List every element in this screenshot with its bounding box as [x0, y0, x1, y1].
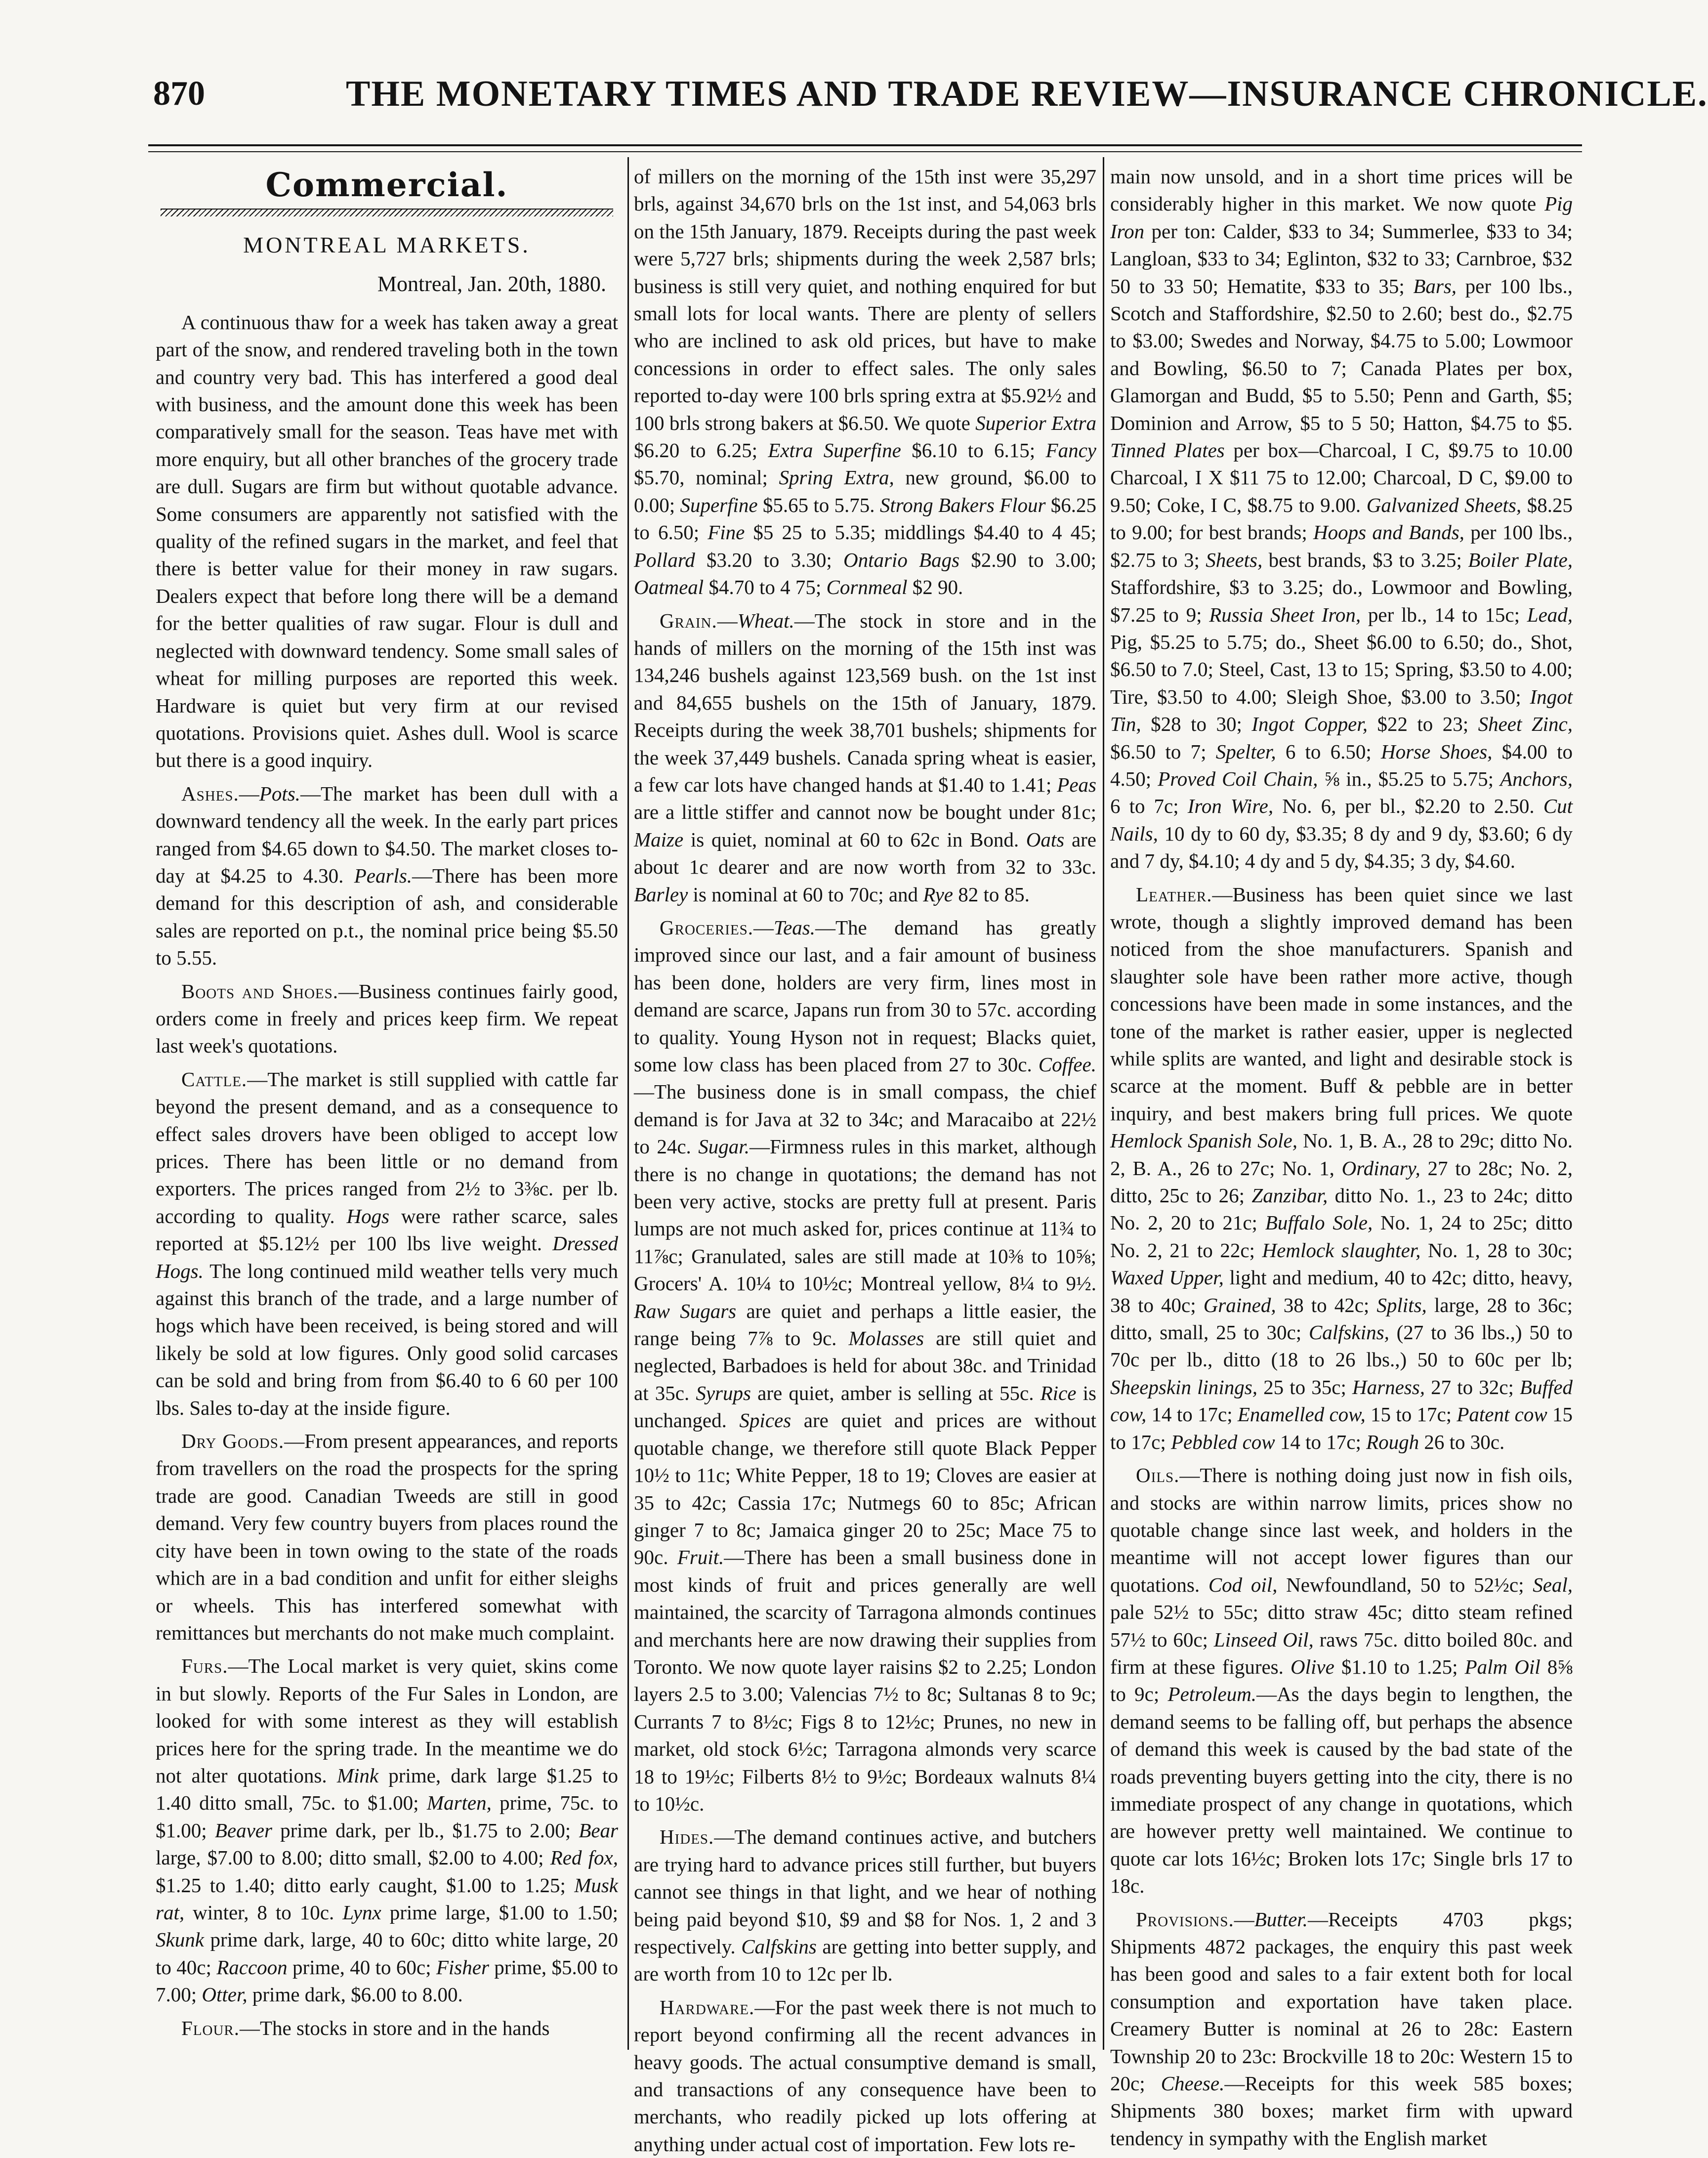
oils-paragraph: Oils.—There is nothing doing just now in fish oils, and stocks are within narrow limits, prices show no quotable change since last week, and holders in the meantime will not accept lower figures than our quotations. Cod oil, Newfoundland, 50 to 52½c; Seal, pale 52½ to 55c; ditto straw 45c; ditto steam refined 57½ to 60c; Linseed Oil, raws 75c. ditto boiled 80c. and firm at these figures. Olive $1.10 to 1.25; Palm Oil 8⅝ to 9c; Petroleum.—As the days begin to lengthen, the demand seems to be falling off, but perhaps the absence of demand this week is caused by the bad state of the roads preventing buyers getting into the city, there is no immediate prospect of any change in quotations, which are however pretty well maintained. We continue to quote car lots 16½c; Broken lots 17c; Single brls 17 to 18c. — [1110, 1464, 1573, 1898]
header-rule-thin — [148, 151, 1582, 152]
header-rule — [148, 144, 1582, 146]
boots-paragraph: Boots and Shoes.—Business continues fairly good, orders come in freely and prices keep firm. We repeat last week's quotations. — [156, 979, 619, 1058]
intro-paragraph: A continuous thaw for a week has taken away a great part of the snow, and rendered traveling both in the town and country very bad. This has interfered a good deal with business, and the amount done this week has been comparatively small for the season. Teas have met with more enquiry, but all other branches of the grocery trade are dull. Sugars are firm but without quotable advance. Some consumers are apparently not satisfied with the quality of the refined sugars in the market, and feel that there is better value for their money in raw sugars. Dealers expect that before long there will be a demand for the better qualities of raw sugar. Flour is dull and neglected with downward tendency. Some small sales of wheat for milling purposes are reported this week. Hardware is quiet but very firm at our revised quotations. Provisions quiet. Ashes dull. Wool is scarce but there is a good inquiry. — [156, 310, 618, 772]
hardware-paragraph: Hardware.—For the past week there is not much to report beyond confirming all the recent advances in heavy goods. The actual consumptive demand is small, and transactions of any consequence have been to merchants, who readily picked up lots offering at anything under actual cost of importation. Few lots re- — [634, 1995, 1096, 2156]
hides-paragraph: Hides.—The demand continues active, and butchers are trying hard to advance prices still further, but buyers cannot see things in that light, and we hear of nothing being paid beyond $10, $9 and $8 for Nos. 1, 2 and 3 respectively. Calfskins are getting into better supply, and are worth from 10 to 12c per lb. — [634, 1825, 1097, 1986]
groceries-paragraph: Groceries.—Teas.—The demand has greatly improved since our last, and a fair amount of business has been done, holders are very firm, lines most in demand are scarce, Japans run from 30 to 57c. according to quality. Young Hyson not in request; Blacks quiet, some low class has been placed from 27 to 30c. Coffee.—The business done is in small compass, the chief demand is for Java at 32 to 34c; and Maracaibo at 22½ to 24c. Sugar.—Firmness rules in this market, although there is no change in quotations; the demand has not been very active, stocks are pretty full at present. Paris lumps are not much asked for, prices continue at 11¾ to 11⅞c; Granulated, sales are still made at 10⅜ to 10⅝; Grocers' A. 10¼ to 10½c; Montreal yellow, 8¼ to 9½. Raw Sugars are quiet and perhaps a little easier, the range being 7⅞ to 9c. Molasses are still quiet and neglected, Barbadoes is held for about 38c. and Trinidad at 35c. Syrups are quiet, amber is selling at 55c. Rice is unchanged. Spices are quiet and prices are without quotable change, we therefore still quote Black Pepper 10½ to 11c; White Pepper, 18 to 19; Cloves are easier at 35 to 42c; Cassia 17c; Nutmegs 60 to 85c; African ginger 7 to 8c; Jamaica ginger 20 to 25c; Mace 75 to 90c. Fruit.—There has been a small business done in most kinds of fruit and prices generally are well maintained, the scarcity of Tarragona almonds continues and merchants here are now drawing their supplies from Toronto. We now quote layer raisins $2 to 2.25; London layers 2.5 to 3.00; Valencias 7½ to 8c; Sultanas 8 to 9c; Currants 7 to 8½c; Figs 8 to 12½c; Prunes, no new in market, old stock 6½c; Tarragona almonds very scarce 18 to 19½c; Filberts 8½ to 9½c; Bordeaux walnuts 8¼ to 10½c. — [634, 916, 1097, 1815]
ashes-paragraph: Ashes.—Pots.—The market has been dull with a downward tendency all the week. In the early part prices ranged from $4.65 down to $4.50. The market closes to-day at $4.25 to 4.30. Pearls.—There has been more demand for this description of ash, and considerable sales are reported on p.t., the nominal price being $5.50 to 5.55. — [156, 782, 618, 970]
furs-paragraph: Furs.—The Local market is very quiet, skins come in but slowly. Reports of the Fur Sales in London, are looked for with some interest as they will establish prices here for the spring trade. In the meantime we do not alter quotations. Mink prime, dark large $1.25 to 1.40 ditto small, 75c. to $1.00; Marten, prime, 75c. to $1.00; Beaver prime dark, per lb., $1.75 to 2.00; Bear large, $7.00 to 8.00; ditto small, $2.00 to 4.00; Red fox, $1.25 to 1.40; ditto early caught, $1.00 to 1.25; Musk rat, winter, 8 to 10c. Lynx prime large, $1.00 to 1.50; Skunk prime dark, large, 40 to 60c; ditto white large, 20 to 40c; Raccoon prime, 40 to 60c; Fisher prime, $5.00 to 7.00; Otter, prime dark, $6.00 to 8.00. — [156, 1654, 619, 2006]
article-title: MONTREAL MARKETS. — [243, 232, 531, 257]
column-3 — [1110, 163, 1573, 2150]
page-number: 870 — [153, 75, 205, 113]
grain-paragraph: Grain.—Wheat.—The stock in store and in the hands of millers on the morning of the 15th inst was 134,246 bushels against 123,569 bush. on the 1st inst and 84,655 bushels on the 15th of January, 1879. Receipts during the week 38,701 bushels; shipments for the week 37,449 bushels. Canada spring wheat is easier, a few car lots have changed hands at $1.40 to 1.41; Peas are a little stiffer and cannot now be bought under 81c; Maize is quiet, nominal at 60 to 62c in Bond. Oats are about 1c dearer and are now worth from 32 to 33c. Barley is nominal at 60 to 70c; and Rye 82 to 85. — [634, 609, 1097, 906]
ornamental-rule — [161, 209, 613, 216]
column-1 — [156, 163, 618, 2051]
flour-continued: of millers on the morning of the 15th inst were 35,297 brls, against 34,670 brls on the 1st inst, and 54,063 brls on the 15th January, 1879. Receipts during the past week were 5,727 brls; shipments during the week 2,587 brls; business is still very quiet, and nothing enquired for but small lots for local wants. There are plenty of sellers who are inclined to ask old prices, but have to make concessions in order to effect sales. The only sales reported to-day were 100 brls spring extra at $5.92½ and 100 brls strong bakers at $6.50. We quote Superior Extra $6.20 to 6.25; Extra Superfine $6.10 to 6.15; Fancy $5.70, nominal; Spring Extra, new ground, $6.00 to 0.00; Superfine $5.65 to 5.75. Strong Bakers Flour $6.25 to 6.50; Fine $5 25 to 5.35; middlings $4.40 to 4 45; Pollard $3.20 to 3.30; Ontario Bags $2.90 to 3.00; Oatmeal $4.70 to 4 75; Cornmeal $2 90. — [634, 165, 1097, 599]
cattle-paragraph: Cattle.—The market is still supplied with cattle far beyond the present demand, and as a consequence to effect sales drovers have been obliged to accept low prices. There has been little or no demand from exporters. The prices ranged from 2½ to 3⅜c. per lb. according to quality. Hogs were rather scarce, sales reported at $5.12½ per 100 lbs live weight. Dressed Hogs. The long continued mild weather tells very much against this branch of the trade, and a large number of hogs which have been received, is being stored and will likely be sold at low figures. Only good solid carcases can be sold and bring from from $6.40 to 6 60 per 100 lbs. Sales to-day at the inside figure. — [156, 1067, 619, 1419]
section-heading: Commercial. — [265, 166, 508, 204]
column-rule — [627, 157, 629, 2050]
provisions-paragraph: Provisions.—Butter.—Receipts 4703 pkgs; Shipments 4872 packages, the enquiry this past week has been good and sales to a fair extent both for local consumption and exportation have taken place. Creamery Butter is nominal at 26 to 28c: Eastern Township 20 to 23c: Brockville 18 to 20c: Western 15 to 20c; Cheese.—Receipts for this week 585 boxes; Shipments 380 boxes; market firm with upward tendency in sympathy with the English market — [1110, 1907, 1573, 2150]
flour-paragraph: Flour.—The stocks in store and in the hands — [181, 2016, 550, 2039]
running-title: THE MONETARY TIMES AND TRADE REVIEW—INSURANCE CHRONICLE. — [346, 74, 1708, 114]
dateline: Montreal, Jan. 20th, 1880. — [377, 272, 606, 296]
leather-paragraph: Leather.—Business has been quiet since we last wrote, though a slightly improved demand has been noticed from the shoe manufacturers. Spanish and slaughter sole have been rather more active, though concessions have been made in some instances, and the tone of the market is rather easier, upper is neglected while splits are wanted, and light and desirable stock is scarce at the moment. Buff & pebble are in better inquiry, and best makers bring full prices. We quote Hemlock Spanish Sole, No. 1, B. A., 28 to 29c; ditto No. 2, B. A., 26 to 27c; No. 1, Ordinary, 27 to 28c; No. 2, ditto, 25c to 26; Zanzibar, ditto No. 1., 23 to 24c; ditto No. 2, 20 to 21c; Buffalo Sole, No. 1, 24 to 25c; ditto No. 2, 21 to 22c; Hemlock slaughter, No. 1, 28 to 30c; Waxed Upper, light and medium, 40 to 42c; ditto, heavy, 38 to 40c; Grained, 38 to 42c; Splits, large, 28 to 36c; ditto, small, 25 to 30c; Calfskins, (27 to 36 lbs.,) 50 to 70c per lb., ditto (18 to 26 lbs.,) 50 to 60c per lb; Sheepskin linings, 25 to 35c; Harness, 27 to 32c; Buffed cow, 14 to 17c; Enamelled cow, 15 to 17c; Patent cow 15 to 17c; Pebbled cow 14 to 17c; Rough 26 to 30c. — [1110, 883, 1573, 1453]
hardware-continued: main now unsold, and in a short time prices will be considerably higher in this market. We now quote Pig Iron per ton: Calder, $33 to 34; Summerlee, $33 to 34; Langloan, $33 to 34; Eglinton, $32 to 33; Carnbroe, $32 50 to 33 50; Hematite, $33 to 35; Bars, per 100 lbs., Scotch and Staffordshire, $2.50 to 2.60; best do., $2.75 to $3.00; Swedes and Norway, $4.75 to 5.00; Lowmoor and Bowling, $6.50 to 7; Canada Plates per box, Glamorgan and Budd, $5 to 5.50; Penn and Garth, $5; Dominion and Arrow, $5 to 5 50; Hatton, $4.75 to $5. Tinned Plates per box—Charcoal, I C, $9.75 to 10.00 Charcoal, I X $11 75 to 12.00; Charcoal, D C, $9.00 to 9.50; Coke, I C, $8.75 to 9.00. Galvanized Sheets, $8.25 to 9.00; for best brands; Hoops and Bands, per 100 lbs., $2.75 to 3; Sheets, best brands, $3 to 3.25; Boiler Plate, Staffordshire, $3 to 3.25; do., Lowmoor and Bowling, $7.25 to 9; Russia Sheet Iron, per lb., 14 to 15c; Lead, Pig, $5.25 to 5.75; do., Sheet $6.00 to 6.50; do., Shot, $6.50 to 7.0; Steel, Cast, 13 to 15; Spring, $3.50 to 4.00; Tire, $3.50 to 4.00; Sleigh Shoe, $3.00 to 3.50; Ingot Tin, $28 to 30; Ingot Copper, $22 to 23; Sheet Zinc, $6.50 to 7; Spelter, 6 to 6.50; Horse Shoes, $4.00 to 4.50; Proved Coil Chain, ⅝ in., $5.25 to 5.75; Anchors, 6 to 7c; Iron Wire, No. 6, per bl., $2.20 to 2.50. Cut Nails, 10 dy to 60 dy, $3.35; 8 dy and 9 dy, $3.60; 6 dy and 7 dy, $4.10; 4 dy and 5 dy, $4.35; 3 dy, $4.60. — [1110, 165, 1573, 873]
column-rule — [1103, 157, 1104, 2050]
dry-goods-paragraph: Dry Goods.—From present appearances, and reports from travellers on the road the prospects for the spring trade are good. Canadian Tweeds are still in good demand. Very few country buyers from places round the city have been in town owing to the state of the roads which are in a bad condition and unfit for either sleighs or wheels. This has interfered somewhat with remittances but merchants do not make much complaint. — [156, 1430, 618, 1644]
column-2 — [634, 163, 1097, 2156]
